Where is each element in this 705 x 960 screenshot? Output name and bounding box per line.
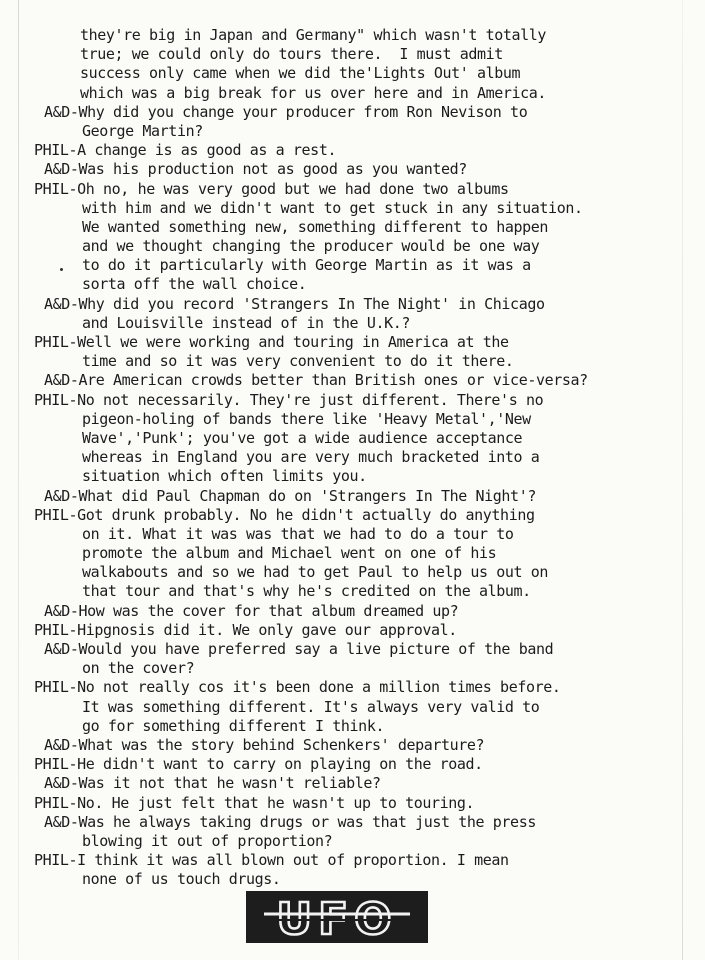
continuation-line: walkabouts and so we had to get Paul to help us out on — [82, 563, 549, 582]
answer-line: PHIL-A change is as good as a rest. — [34, 141, 337, 160]
page-edge-right — [682, 0, 683, 960]
continuation-line: It was something different. It's always very valid to — [82, 697, 540, 716]
continuation-line: they're big in Japan and Germany" which wasn't totally — [80, 26, 547, 44]
question-line: A&D-Was he always taking drugs or was that just the press — [44, 812, 536, 831]
ufo-logo-svg — [246, 891, 428, 943]
continuation-line: none of us touch drugs. — [82, 870, 281, 889]
continuation-line: and we thought changing the producer would be one way — [82, 237, 540, 256]
question-line: A&D-Was his production not as good as you wanted? — [44, 160, 467, 179]
question-line: A&D-Would you have preferred say a live picture of the band — [44, 640, 554, 658]
ufo-band-logo-icon — [246, 891, 428, 943]
continuation-line: and Louisville instead of in the U.K.? — [82, 313, 410, 332]
question-line: A&D-Was it not that he wasn't reliable? — [44, 774, 381, 793]
answer-line: PHIL-Hipgnosis did it. We only gave our approval. — [34, 620, 457, 639]
continuation-line: true; we could only do tours there. I must admit — [80, 45, 503, 64]
continuation-line: George Martin? — [82, 121, 203, 140]
question-line: A&D-Why did you change your producer from Ron Nevison to — [44, 102, 528, 121]
stray-ink-dot — [60, 268, 63, 271]
page-edge-left — [18, 0, 19, 960]
continuation-line: on it. What it was was that we had to do a tour to — [82, 524, 514, 543]
continuation-line: Wave','Punk'; you've got a wide audience acceptance — [82, 428, 523, 447]
question-line: A&D-Are American crowds better than British ones or vice-versa? — [44, 371, 588, 390]
continuation-line: on the cover? — [82, 659, 195, 678]
continuation-line: sorta off the wall choice. — [82, 275, 307, 294]
answer-line: PHIL-No not really cos it's been done a million times before. — [34, 678, 561, 697]
continuation-line: that tour and that's why he's credited on the album. — [82, 582, 531, 601]
answer-line: PHIL-Got drunk probably. No he didn't actually do anything — [34, 505, 535, 524]
continuation-line: promote the album and Michael went on one of his — [82, 544, 497, 563]
continuation-line: which was a big break for us over here and in America. — [80, 83, 547, 102]
continuation-line: go for something different I think. — [82, 716, 385, 735]
answer-line: PHIL-I think it was all blown out of proportion. I mean — [34, 851, 509, 870]
interview-transcript — [34, 26, 674, 889]
continuation-line: situation which often limits you. — [82, 467, 367, 486]
question-line: A&D-How was the cover for that album dreamed up? — [44, 601, 459, 620]
question-line: A&D-What was the story behind Schenkers' departure? — [44, 735, 485, 754]
continuation-line: We wanted something new, something different to happen — [82, 217, 549, 236]
answer-line: PHIL-No not necessarily. They're just different. There's no — [34, 390, 544, 409]
continuation-line: whereas in England you are very much bracketed into a — [82, 448, 540, 467]
question-line: A&D-What did Paul Chapman do on 'Strangers In The Night'? — [44, 486, 536, 505]
question-line: A&D-Why did you record 'Strangers In The Night' in Chicago — [44, 294, 545, 313]
answer-line: PHIL-Well we were working and touring in America at the — [34, 333, 509, 351]
ufo-logo-text: UFO — [276, 894, 398, 943]
continuation-line: success only came when we did the'Lights Out' album — [80, 64, 521, 83]
answer-line: PHIL-No. He just felt that he wasn't up to touring. — [34, 793, 475, 812]
continuation-line: blowing it out of proportion? — [82, 831, 333, 850]
continuation-line: to do it particularly with George Martin as it was a — [82, 256, 531, 275]
answer-line: PHIL-He didn't want to carry on playing on the road. — [34, 755, 483, 774]
continuation-line: with him and we didn't want to get stuck in any situation. — [82, 198, 583, 217]
answer-line: PHIL-Oh no, he was very good but we had done two albums — [34, 179, 509, 198]
continuation-line: time and so it was very convenient to do it there. — [82, 352, 514, 371]
continuation-line: pigeon-holing of bands there like 'Heavy Metal','New — [82, 409, 531, 428]
